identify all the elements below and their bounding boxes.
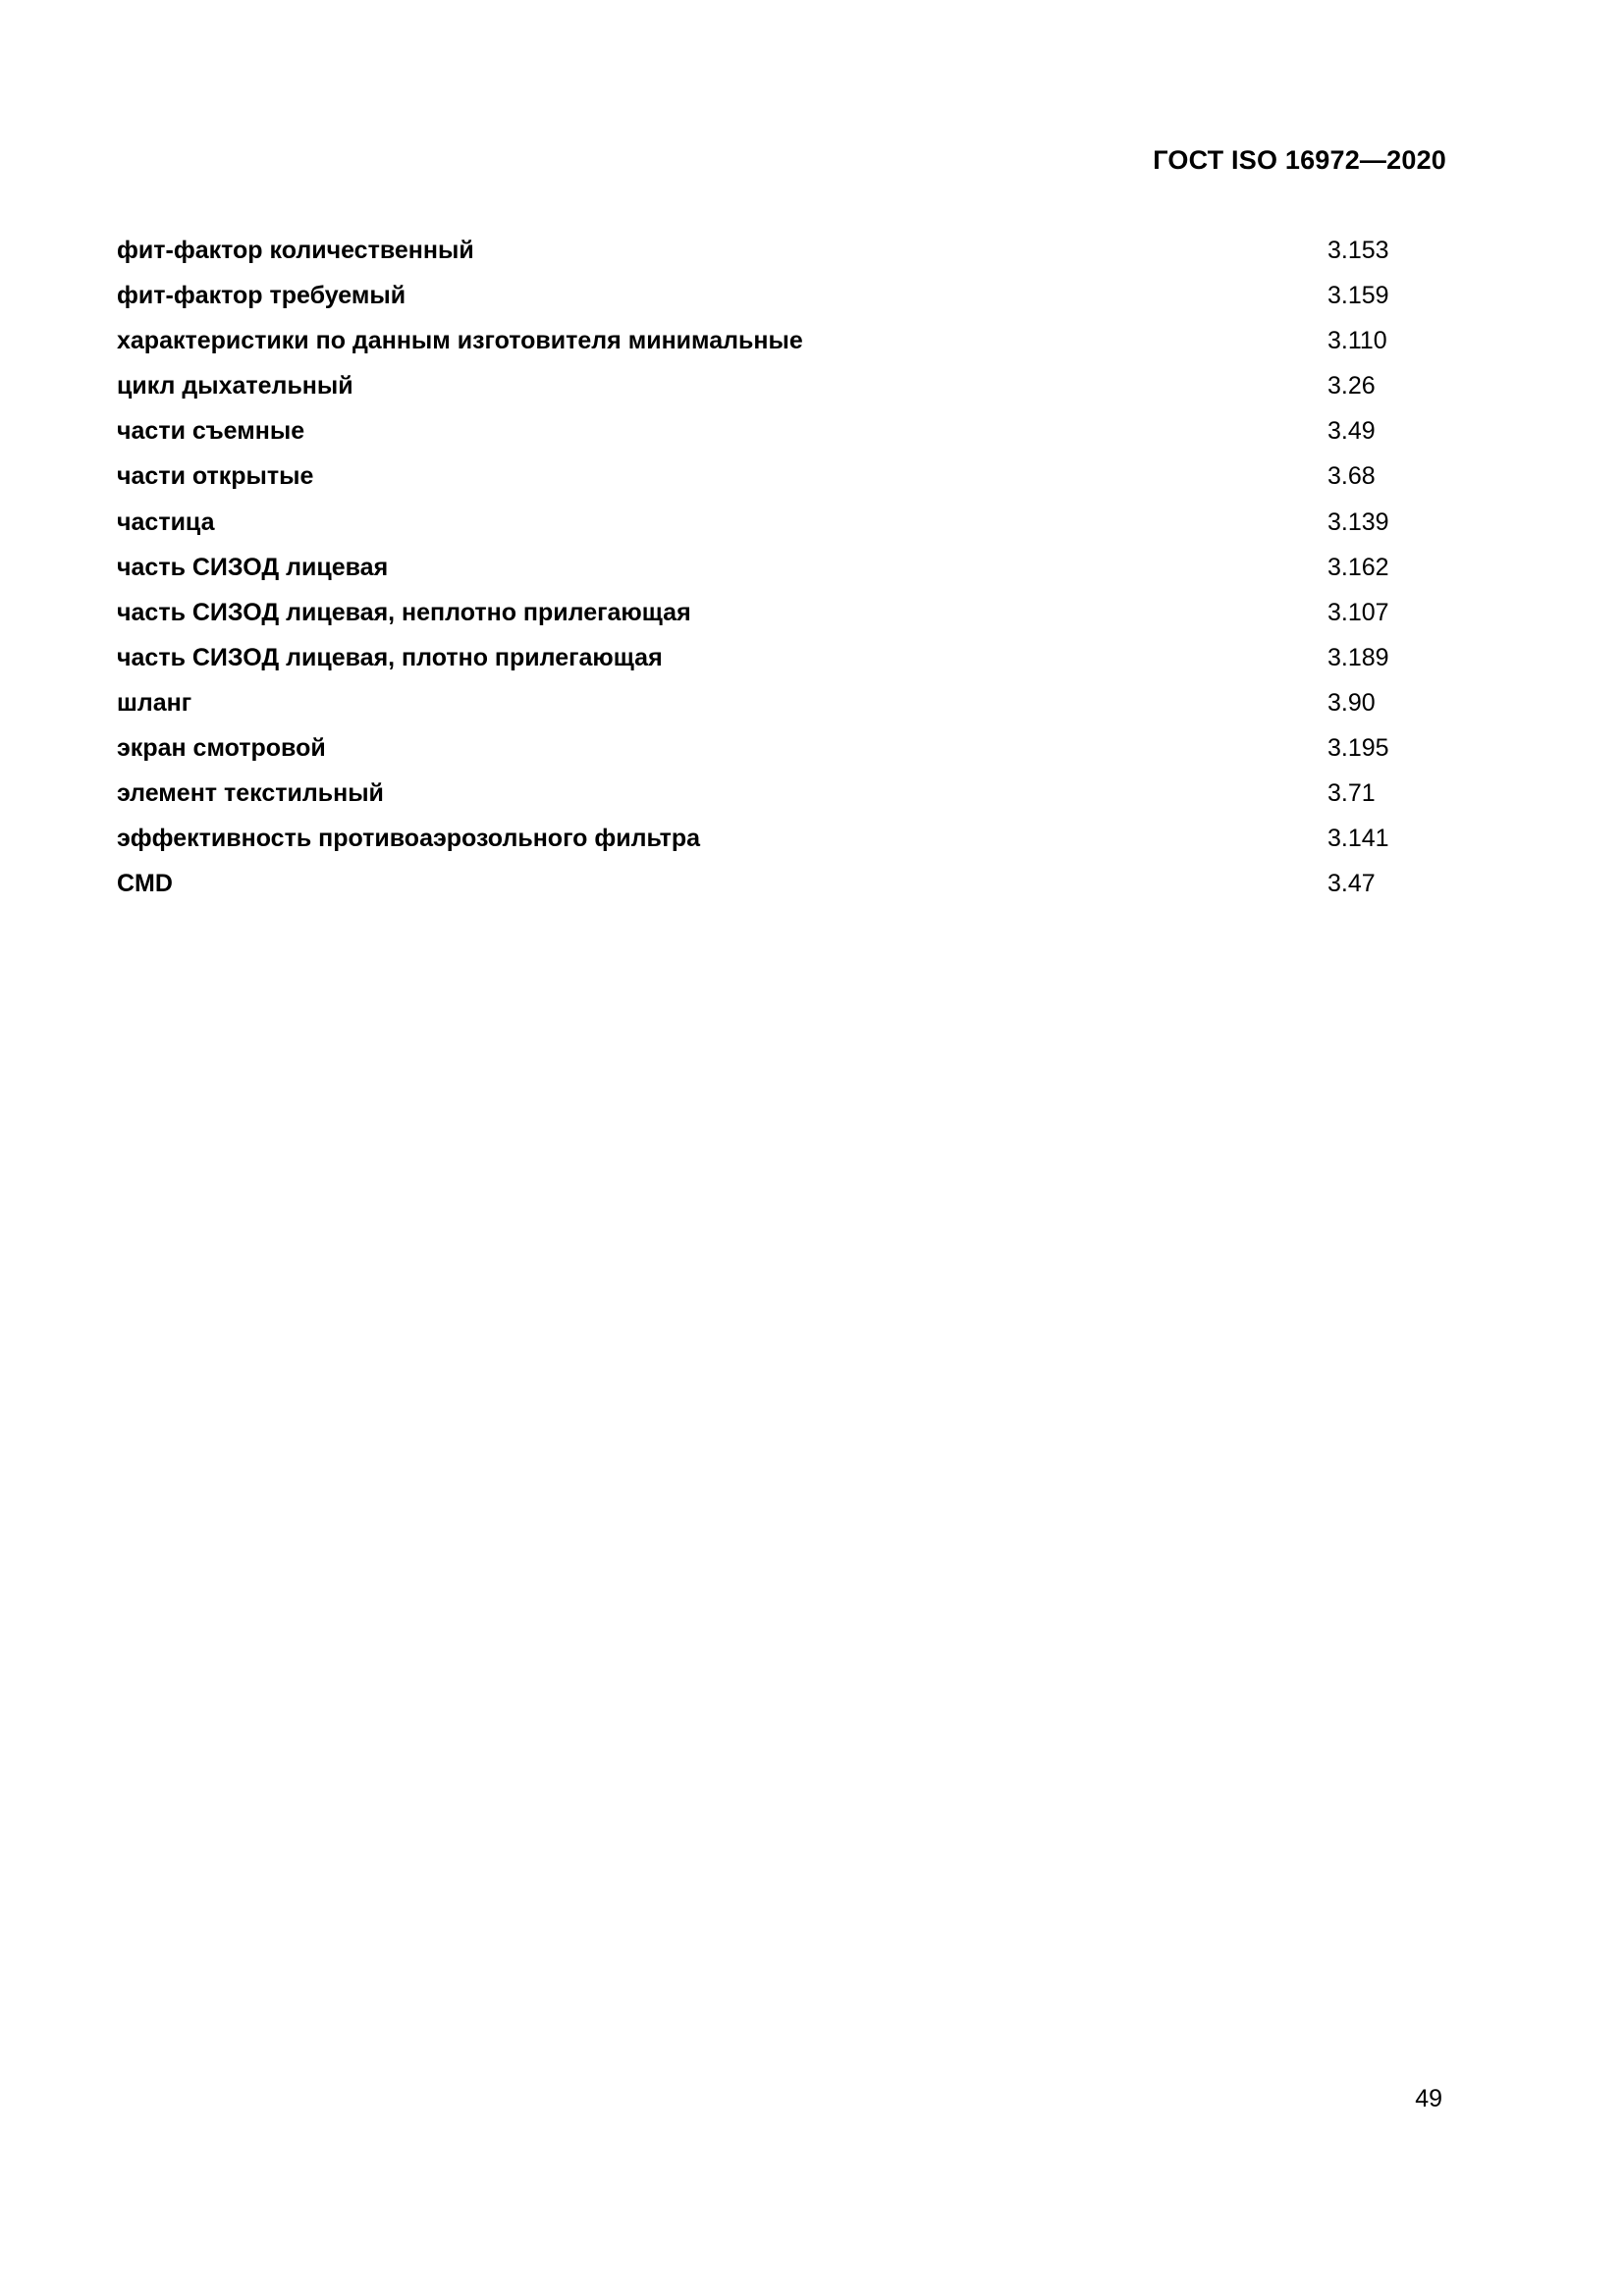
index-ref: 3.90 — [1327, 688, 1376, 717]
index-entry — [117, 281, 1393, 326]
index-entry — [117, 553, 1393, 598]
index-entry — [117, 236, 1393, 281]
index-term: часть СИЗОД лицевая, неплотно прилегающая — [117, 598, 691, 626]
index-entry — [117, 824, 1393, 869]
index-ref: 3.159 — [1327, 282, 1389, 310]
document-header-code: ГОСТ ISO 16972—2020 — [1153, 145, 1446, 175]
index-ref: 3.162 — [1327, 553, 1389, 581]
index-term: цикл дыхательный — [117, 372, 353, 400]
index-term: CMD — [117, 870, 173, 898]
index-entry — [117, 733, 1393, 778]
index-entry — [117, 688, 1393, 733]
index-ref: 3.71 — [1327, 779, 1376, 808]
index-term: часть СИЗОД лицевая — [117, 553, 389, 581]
index-term: части открытые — [117, 462, 314, 491]
index-term: экран смотровой — [117, 734, 326, 763]
index-ref: 3.195 — [1327, 734, 1389, 763]
index-entry — [117, 371, 1393, 416]
index-ref: 3.47 — [1327, 870, 1376, 898]
index-term: частица — [117, 507, 215, 536]
page-number: 49 — [1415, 2085, 1442, 2112]
index-term: части съемные — [117, 417, 305, 446]
index-ref: 3.107 — [1327, 598, 1389, 626]
index-entry — [117, 461, 1393, 507]
index-term: эффективность противоаэрозольного фильтра — [117, 825, 701, 853]
index-term: элемент текстильный — [117, 779, 384, 808]
index-entry — [117, 326, 1393, 371]
index-term: фит-фактор количественный — [117, 237, 474, 264]
index-ref: 3.189 — [1327, 643, 1389, 671]
index-entry — [117, 416, 1393, 461]
index-term: шланг — [117, 688, 192, 717]
index-entry — [117, 643, 1393, 688]
index-ref: 3.110 — [1327, 327, 1387, 355]
index-ref: 3.139 — [1327, 507, 1389, 536]
index-entry — [117, 507, 1393, 553]
index-ref: 3.153 — [1327, 237, 1389, 264]
index-entry — [117, 778, 1393, 824]
index-term: характеристики по данным изготовителя минимальные — [117, 327, 803, 355]
index-ref: 3.49 — [1327, 417, 1376, 446]
index-entry — [117, 598, 1393, 643]
index-ref: 3.26 — [1327, 372, 1376, 400]
index-ref: 3.141 — [1327, 825, 1389, 853]
terms-index-list — [117, 236, 1393, 914]
index-term: часть СИЗОД лицевая, плотно прилегающая — [117, 643, 663, 671]
index-entry — [117, 869, 1393, 914]
index-ref: 3.68 — [1327, 462, 1376, 491]
index-term: фит-фактор требуемый — [117, 282, 406, 310]
